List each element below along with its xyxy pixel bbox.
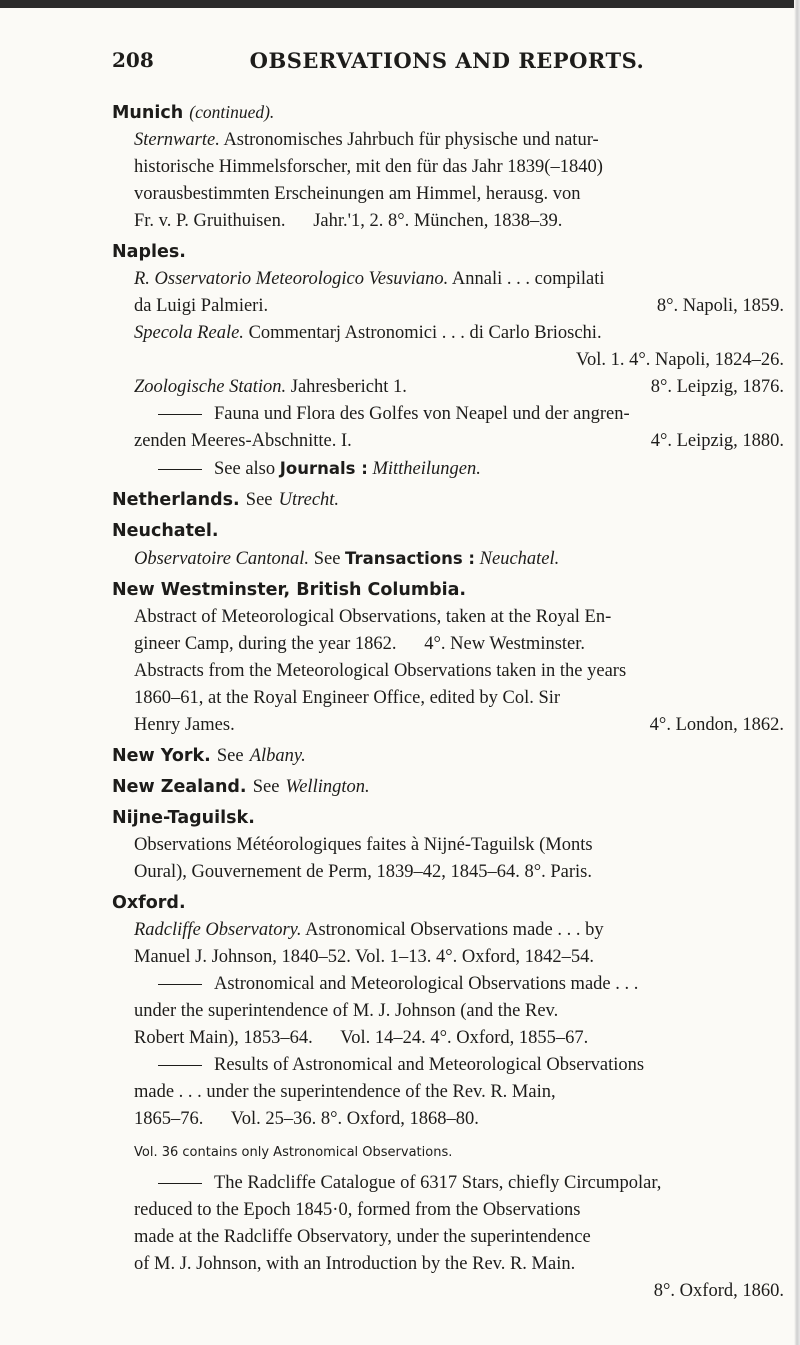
ditto-rule	[158, 414, 202, 415]
entry-imprint: Vol. 1. 4°. Napoli, 1824–26.	[576, 350, 784, 370]
entry-line: made . . . under the superintendence of the Rev. R. Main,	[134, 1082, 556, 1102]
entry-naples-osservatorio: R. Osservatorio Meteorologico Vesuviano. Annali . . . compilati	[134, 269, 605, 289]
entry-line: Fr. v. P. Gruithuisen. Jahr.'1, 2. 8°. München, 1838–39.	[134, 211, 563, 231]
entry-line: made at the Radcliffe Observatory, under the superintendence	[134, 1227, 591, 1247]
entry-naples-fauna: Fauna und Flora des Golfes von Neapel und der angren-	[112, 401, 784, 428]
entry-oxford-catalogue: The Radcliffe Catalogue of 6317 Stars, chiefly Circumpolar,	[112, 1170, 784, 1197]
running-title: OBSERVATIONS AND REPORTS.	[249, 48, 645, 73]
entry-imprint: 8°. Oxford, 1860.	[653, 1281, 784, 1301]
heading-munich: Munich (continued).	[112, 102, 275, 123]
heading-neuchatel: Neuchatel.	[112, 521, 219, 541]
heading-nijne-taguilsk: Nijne-Taguilsk.	[112, 808, 255, 828]
entry-oxford-results: Results of Astronomical and Meteorological Observations	[112, 1052, 784, 1079]
heading-new-york: New York. See Albany.	[112, 746, 306, 766]
catalogue-list	[112, 95, 784, 1305]
entry-line: vorausbestimmten Erscheinungen am Himmel, herausg. von	[134, 184, 581, 204]
entry-nijne-observations: Observations Météorologiques faites à Nijné-Taguilsk (Monts	[134, 835, 593, 855]
entry-line: 1860–61, at the Royal Engineer Office, edited by Col. Sir	[134, 688, 561, 708]
entry-line: reduced to the Epoch 1845·0, formed from the Observations	[134, 1200, 581, 1220]
heading-netherlands: Netherlands. See Utrecht.	[112, 490, 340, 510]
heading-oxford: Oxford.	[112, 893, 186, 913]
entry-line: gineer Camp, during the year 1862. 4°. New Westminster.	[134, 634, 586, 654]
entry-new-westminster-abstracts: Abstracts from the Meteorological Observations taken in the years	[134, 661, 627, 681]
entry-naples-see-also: See also Journals : Mittheilungen.	[112, 455, 784, 483]
entry-naples-zoologische: Zoologische Station. Jahresbericht 1. 8°. Leipzig, 1876.	[134, 377, 784, 397]
entry-line: under the superintendence of M. J. Johnson (and the Rev.	[134, 1001, 559, 1021]
ditto-rule	[158, 984, 202, 985]
entry-line: da Luigi Palmieri. 8°. Napoli, 1859.	[134, 296, 784, 316]
entry-line: of M. J. Johnson, with an Introduction by the Rev. R. Main.	[134, 1254, 576, 1274]
right-scan-edge	[794, 0, 800, 1345]
heading-new-zealand: New Zealand. See Wellington.	[112, 777, 370, 797]
entry-naples-specola: Specola Reale. Commentarj Astronomici . . . di Carlo Brioschi.	[134, 323, 602, 343]
ditto-rule	[158, 469, 202, 470]
entry-line: historische Himmelsforscher, mit den für das Jahr 1839(–1840)	[134, 157, 603, 177]
entry-neuchatel-observatoire: Observatoire Cantonal. See Transactions : Neuchatel.	[134, 549, 560, 569]
entry-oxford-astro-meteo: Astronomical and Meteorological Observations made . . .	[112, 971, 784, 998]
entry-line: Oural), Gouvernement de Perm, 1839–42, 1845–64. 8°. Paris.	[134, 862, 593, 882]
entry-munich-sternwarte: Sternwarte. Astronomisches Jahrbuch für physische und natur-	[134, 130, 599, 150]
page-header	[112, 48, 782, 82]
entry-line: 1865–76. Vol. 25–36. 8°. Oxford, 1868–80.	[134, 1109, 479, 1129]
entry-line: Manuel J. Johnson, 1840–52. Vol. 1–13. 4°. Oxford, 1842–54.	[134, 947, 594, 967]
top-scan-edge	[0, 0, 800, 8]
ditto-rule	[158, 1183, 202, 1184]
heading-naples: Naples.	[112, 242, 186, 262]
entry-line: Henry James. 4°. London, 1862.	[134, 715, 784, 735]
ditto-rule	[158, 1065, 202, 1066]
heading-new-westminster: New Westminster, British Columbia.	[112, 580, 467, 600]
entry-line: zenden Meeres-Abschnitte. I. 4°. Leipzig, 1880.	[134, 431, 784, 451]
page-number: 208	[112, 48, 154, 72]
entry-line: Robert Main), 1853–64. Vol. 14–24. 4°. Oxford, 1855–67.	[134, 1028, 589, 1048]
entry-oxford-radcliffe: Radcliffe Observatory. Astronomical Observations made . . . by	[134, 920, 604, 940]
entry-new-westminster-abstract: Abstract of Meteorological Observations, taken at the Royal En-	[134, 607, 612, 627]
footnote-vol-36: Vol. 36 contains only Astronomical Observations.	[134, 1145, 453, 1160]
